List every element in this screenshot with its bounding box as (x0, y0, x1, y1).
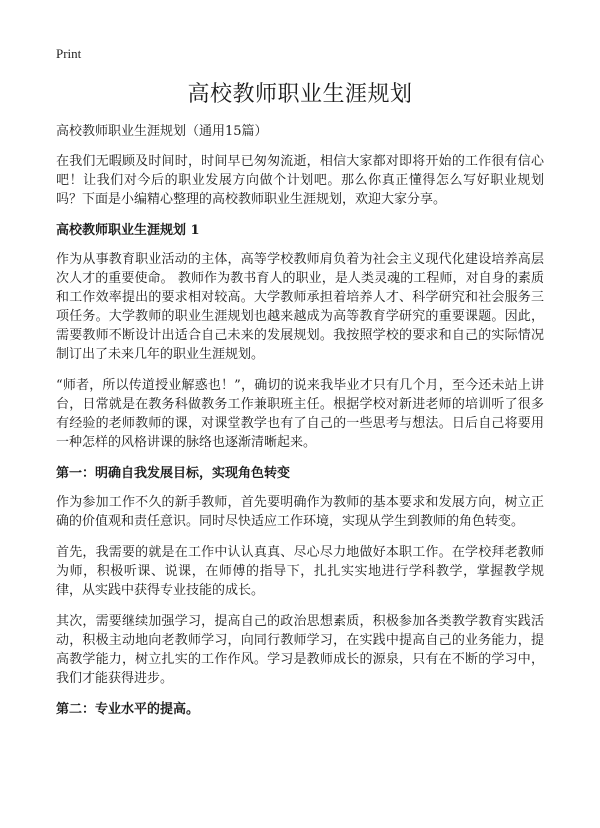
body-paragraph: 作为从事教育职业活动的主体，高等学校教师肩负着为社会主义现代化建设培养高层次人才的重要使命。 教师作为教书育人的职业，是人类灵魂的工程师，对自身的素质和工作效率提出的要求相对较高。大学教师承担着培养人才、科学研究和社会服务三项任务。大学教师的职业生涯规划也越来越成为高等教育学研究的重要课题。因此，需要教师不断设计出适合自己未来的发展规划。我按照学校的要求和自己的实际情况制订出了未来几年的职业生涯规划。 (56, 252, 544, 362)
body-paragraph: 首先，我需要的就是在工作中认认真真、尽心尽力地做好本职工作。在学校拜老教师为师，积极听课、说课，在师傅的指导下，扎扎实实地进行学科教学，掌握教学规律，从实践中获得专业技能的成长。 (56, 545, 544, 598)
section-heading: 第二：专业水平的提高。 (56, 702, 200, 717)
document-subtitle: 高校教师职业生涯规划（通用15篇） (56, 124, 268, 139)
page-title: 高校教师职业生涯规划 (187, 82, 413, 107)
section-heading: 第一：明确自我发展目标，实现角色转变 (56, 466, 291, 481)
section-heading: 高校教师职业生涯规划 1 (56, 223, 200, 238)
print-label: Print (56, 46, 82, 61)
body-paragraph: 其次，需要继续加强学习，提高自己的政治思想素质，积极参加各类教学教育实践活动，积极主动地向老教师学习，向同行教师学习，在实践中提高自己的业务能力，提高教学能力，树立扎实的工作作风。学习是教师成长的源泉，只有在不断的学习中，我们才能获得进步。 (56, 614, 544, 686)
body-paragraph: “师者，所以传道授业解惑也！”，确切的说来我毕业才只有几个月，至今还未站上讲台，日常就是在教务科做教务工作兼职班主任。根据学校对新进老师的培训听了很多有经验的老师教师的课，对课堂教学也有了自己的一些思考与想法。日后自己将要用一种怎样的风格讲课的脉络也逐渐清晰起来。 (56, 378, 544, 450)
body-paragraph: 作为参加工作不久的新手教师，首先要明确作为教师的基本要求和发展方向，树立正确的价值观和责任意识。同时尽快适应工作环境，实现从学生到教师的角色转变。 (56, 495, 544, 529)
intro-paragraph: 在我们无暇顾及时间时，时间早已匆匆流逝，相信大家都对即将开始的工作很有信心吧！让我们对今后的职业发展方向做个计划吧。那么你真正懂得怎么写好职业规划吗？下面是小编精心整理的高校教师职业生涯规划，欢迎大家分享。 (56, 154, 544, 207)
